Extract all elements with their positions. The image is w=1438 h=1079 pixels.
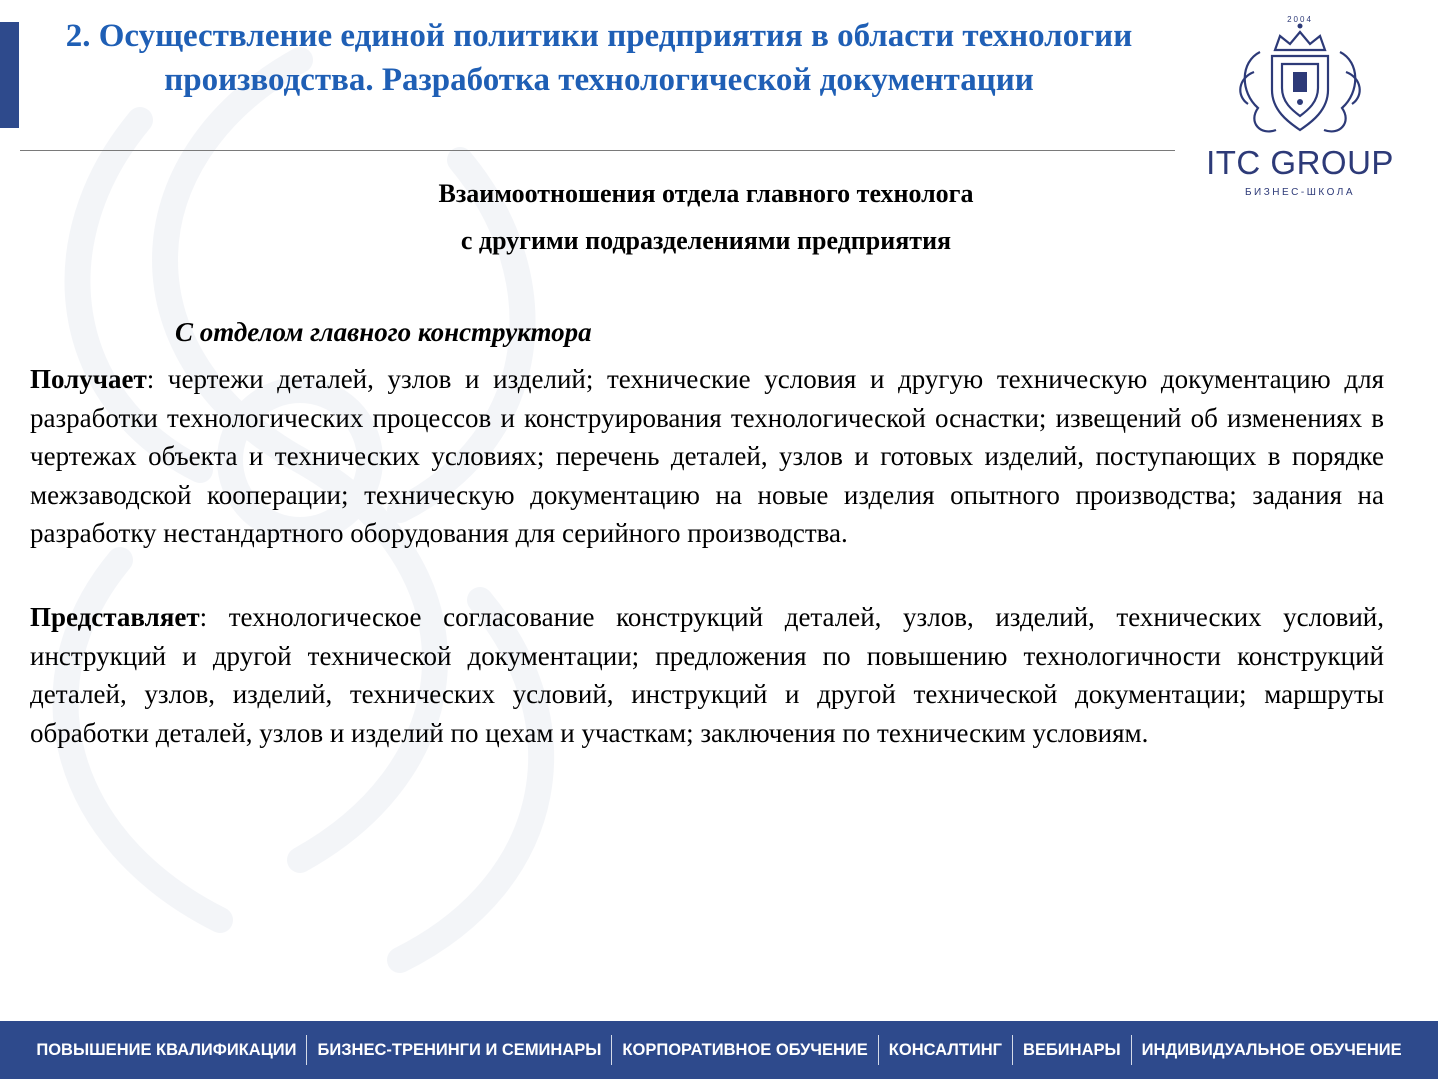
section-heading: С отделом главного конструктора: [175, 317, 592, 347]
logo-subtitle: БИЗНЕС-ШКОЛА: [1244, 187, 1355, 198]
page-title: 2. Осуществление единой политики предприятия в области технологии производства. Разработка технологической документации: [65, 18, 1133, 98]
title-divider: [20, 150, 1175, 151]
footer-separator: [1012, 1035, 1013, 1065]
footer-separator: [611, 1035, 612, 1065]
footer-item-consulting[interactable]: КОНСАЛТИНГ: [888, 1040, 1003, 1059]
footer-item-corporate[interactable]: КОРПОРАТИВНОЕ ОБУЧЕНИЕ: [622, 1040, 868, 1059]
crest-emblem-icon: [1230, 12, 1370, 140]
left-accent-bar: [0, 22, 19, 128]
footer-item-qualification[interactable]: ПОВЫШЕНИЕ КВАЛИФИКАЦИИ: [36, 1040, 297, 1059]
footer-item-individual[interactable]: ИНДИВИДУАЛЬНОЕ ОБУЧЕНИЕ: [1141, 1040, 1402, 1059]
receives-paragraph: [30, 360, 1384, 553]
logo-name: ITC GROUP: [1206, 144, 1394, 181]
provides-label: Представляет: [30, 602, 200, 632]
subtitle-line-2: с другими подразделениями предприятия: [460, 226, 952, 255]
receives-text: : чертежи деталей, узлов и изделий; технические условия и другую техническую документацию для разработки технологических процессов и конструирования технологической оснастки; извещений об изменениях в чертежах объекта и технических условиях; перечень деталей, узлов и готовых изделий, поступающих в порядке межзаводской кооперации; техническую документацию на новые изделия опытного производства; задания на разработку нестандартного оборудования для серийного производства.: [30, 364, 1384, 549]
provides-paragraph: [30, 598, 1384, 752]
itc-group-logo: [1200, 12, 1400, 198]
logo-year: 2004: [1287, 15, 1313, 24]
footer-separator: [878, 1035, 879, 1065]
provides-text: : технологическое согласование конструкций деталей, узлов, изделий, технических условий, инструкций и другой технической документации; предложения по повышению технологичности конструкций деталей, узлов, изделий, технических условий, инструкций и другой технической документации; маршруты обработки деталей, узлов и изделий по цехам и участкам; заключения по техническим условиям.: [30, 602, 1384, 748]
footer-item-webinars[interactable]: ВЕБИНАРЫ: [1023, 1040, 1121, 1059]
footer-separator: [1131, 1035, 1132, 1065]
footer-separator: [306, 1035, 307, 1065]
subtitle-line-1: Взаимоотношения отдела главного технолога: [438, 179, 974, 208]
receives-label: Получает: [30, 364, 147, 394]
footer-bar: [0, 1021, 1438, 1079]
footer-item-trainings[interactable]: БИЗНЕС-ТРЕНИНГИ И СЕМИНАРЫ: [317, 1040, 602, 1059]
